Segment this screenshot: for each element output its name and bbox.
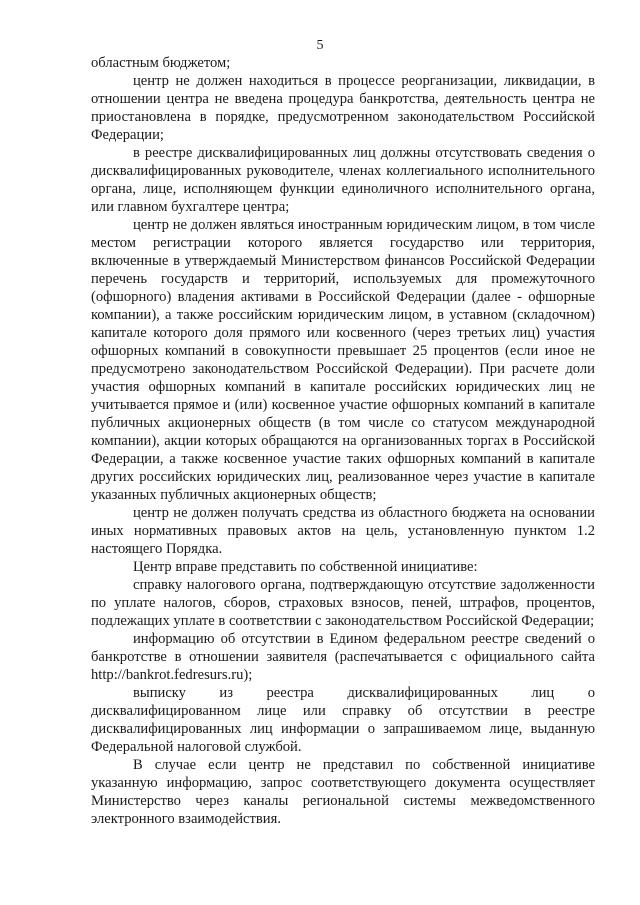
paragraph-8: информацию об отсутствии в Едином федеральном реестре сведений о банкротстве в отношении заявителя (распечатывается с официального сайта http://bankrot.fedresurs.ru); <box>91 631 595 683</box>
paragraph-6: Центр вправе представить по собственной инициативе: <box>133 559 478 575</box>
page-number: 5 <box>316 38 324 53</box>
paragraph-2: центр не должен находиться в процессе реорганизации, ликвидации, в отношении центра не введена процедура банкротства, деятельность центра не приостановлена в порядке, предусмотренном законодательством Российской Федерации; <box>91 73 595 143</box>
paragraph-7: справку налогового органа, подтверждающую отсутствие задолженности по уплате налогов, сборов, страховых взносов, пеней, штрафов, процентов, подлежащих уплате в соответствии с законодательством Российской Федерации; <box>91 577 595 629</box>
paragraph-4: центр не должен являться иностранным юридическим лицом, в том числе местом регистрации которого является государство или территория, включенные в утверждаемый Министерством финансов Российской Федерации перечень государств и территорий, используемых для промежуточного (офшорного) владения активами в Российской Федерации (далее - офшорные компании), а также российским юридическим лицом, в уставном (складочном) капитале которого доля прямого или косвенного (через третьих лиц) участия офшорных компаний в совокупности превышает 25 процентов (если иное не предусмотрено законодательством Российской Федерации). При расчете доли участия офшорных компаний в капитале российских юридических лиц не учитывается прямое и (или) косвенное участие офшорных компаний в капитале публичных акционерных обществ (в том числе со статусом международной компании), акции которых обращаются на организованных торгах в Российской Федерации, а также косвенное участие таких офшорных компаний в капитале других российских юридических лиц, реализованное через участие в капитале указанных публичных акционерных обществ; <box>91 217 595 503</box>
paragraph-1: областным бюджетом; <box>91 55 231 71</box>
paragraph-10: В случае если центр не представил по собственной инициативе указанную информацию, запрос соответствующего документа осуществляет Министерство через каналы региональной системы межведомственного электронного взаимодействия. <box>91 757 595 827</box>
document-body <box>91 54 595 828</box>
paragraph-5: центр не должен получать средства из областного бюджета на основании иных нормативных правовых актов на цель, установленную пунктом 1.2 настоящего Порядка. <box>91 505 595 557</box>
paragraph-9: выписку из реестра дисквалифицированных лиц о дисквалифицированном лице или справку об отсутствии в реестре дисквалифицированных лиц информации о запрашиваемом лице, выданную Федеральной налоговой службой. <box>91 685 595 755</box>
paragraph-3: в реестре дисквалифицированных лиц должны отсутствовать сведения о дисквалифицированных руководителе, членах коллегиального исполнительного органа, лице, исполняющем функции единоличного исполнительного органа, или главном бухгалтере центра; <box>91 145 595 215</box>
